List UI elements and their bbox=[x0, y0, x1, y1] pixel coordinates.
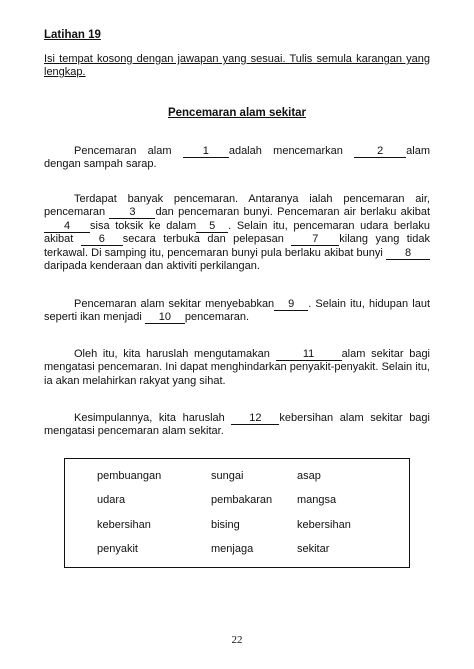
para1-text-a: Pencemaran alam bbox=[74, 145, 183, 157]
word-bank-item: kebersihan bbox=[297, 519, 351, 531]
para4-text-b: alam sekitar bagi mengatasi pencemaran. Ini dapat menghindarkan penyakit-penyakit. Selain itu, ia akan melahirkan rakyat yang sihat. bbox=[44, 348, 431, 387]
page-number: 22 bbox=[231, 634, 243, 646]
paragraph-5 bbox=[44, 412, 430, 439]
word-bank-item: pembakaran bbox=[211, 494, 273, 506]
blank-11: 11 bbox=[276, 349, 342, 361]
blank-6: 6 bbox=[81, 234, 123, 246]
para2-text-a: Terdapat banyak pencemaran. Antaranya ialah pencemaran air, pencemaran bbox=[44, 193, 430, 219]
word-bank-item: menjaga bbox=[211, 543, 254, 555]
para3-text-c: pencemaran. bbox=[184, 311, 250, 324]
word-bank-item: udara bbox=[97, 494, 126, 506]
blank-5: 5 bbox=[196, 221, 228, 233]
word-bank-item: sekitar bbox=[297, 543, 330, 555]
blank-2: 2 bbox=[354, 146, 406, 158]
blank-1: 1 bbox=[183, 146, 229, 158]
para2-text-c: sisa toksik ke dalam bbox=[90, 219, 197, 232]
exercise-title: Latihan 19 bbox=[44, 29, 101, 41]
blank-12: 12 bbox=[231, 413, 279, 425]
word-bank-item: sungai bbox=[211, 470, 244, 482]
word-bank-item: bising bbox=[211, 519, 240, 531]
para4-text-a: Oleh itu, kita haruslah mengutamakan bbox=[74, 348, 276, 360]
para5-text-a: Kesimpulannya, kita haruslah bbox=[74, 412, 232, 424]
para2-text-f: kilang yang tidak terkawal. Di samping itu, pencemaran bunyi pula berlaku akibat bunyi bbox=[44, 233, 430, 259]
para1-text-c: alam dengan sampah sarap. bbox=[44, 145, 431, 171]
blank-8: 8 bbox=[386, 248, 430, 260]
para3-text-b: . Selain itu, hidupan laut seperti ikan menjadi bbox=[44, 298, 430, 324]
paragraph-1 bbox=[44, 145, 430, 172]
blank-9: 9 bbox=[274, 299, 308, 311]
word-bank-item: penyakit bbox=[97, 543, 138, 555]
paragraph-2 bbox=[44, 193, 430, 273]
para1-text-b: adalah mencemarkan bbox=[228, 145, 355, 157]
paragraph-3 bbox=[44, 298, 430, 325]
para5-text-b: kebersihan alam sekitar bagi mengatasi pencemaran alam sekitar. bbox=[44, 412, 430, 438]
paragraph-4 bbox=[44, 348, 430, 388]
word-bank-item: mangsa bbox=[297, 494, 337, 506]
blank-3: 3 bbox=[109, 207, 155, 219]
para3-text-a: Pencemaran alam sekitar menyebabkan bbox=[74, 298, 275, 310]
blank-10: 10 bbox=[145, 312, 185, 324]
para2-text-b: dan pencemaran bunyi. Pencemaran air berlaku akibat bbox=[155, 206, 430, 219]
blank-4: 4 bbox=[44, 221, 90, 233]
word-bank-item: kebersihan bbox=[97, 519, 151, 531]
instruction-text: Isi tempat kosong dengan jawapan yang sesuai. Tulis semula karangan yang lengkap. bbox=[44, 53, 430, 78]
essay-heading: Pencemaran alam sekitar bbox=[167, 107, 307, 119]
blank-7: 7 bbox=[291, 234, 339, 246]
para2-text-e: secara terbuka dan pelepasan bbox=[122, 233, 292, 246]
word-bank-item: pembuangan bbox=[97, 470, 162, 482]
para2-text-d: . Selain itu, pencemaran udara berlaku akibat bbox=[44, 219, 430, 246]
word-bank-box bbox=[64, 458, 410, 568]
para2-text-g: daripada kenderaan dan aktiviti perkilangan. bbox=[44, 260, 260, 273]
word-bank-item: asap bbox=[297, 470, 321, 482]
